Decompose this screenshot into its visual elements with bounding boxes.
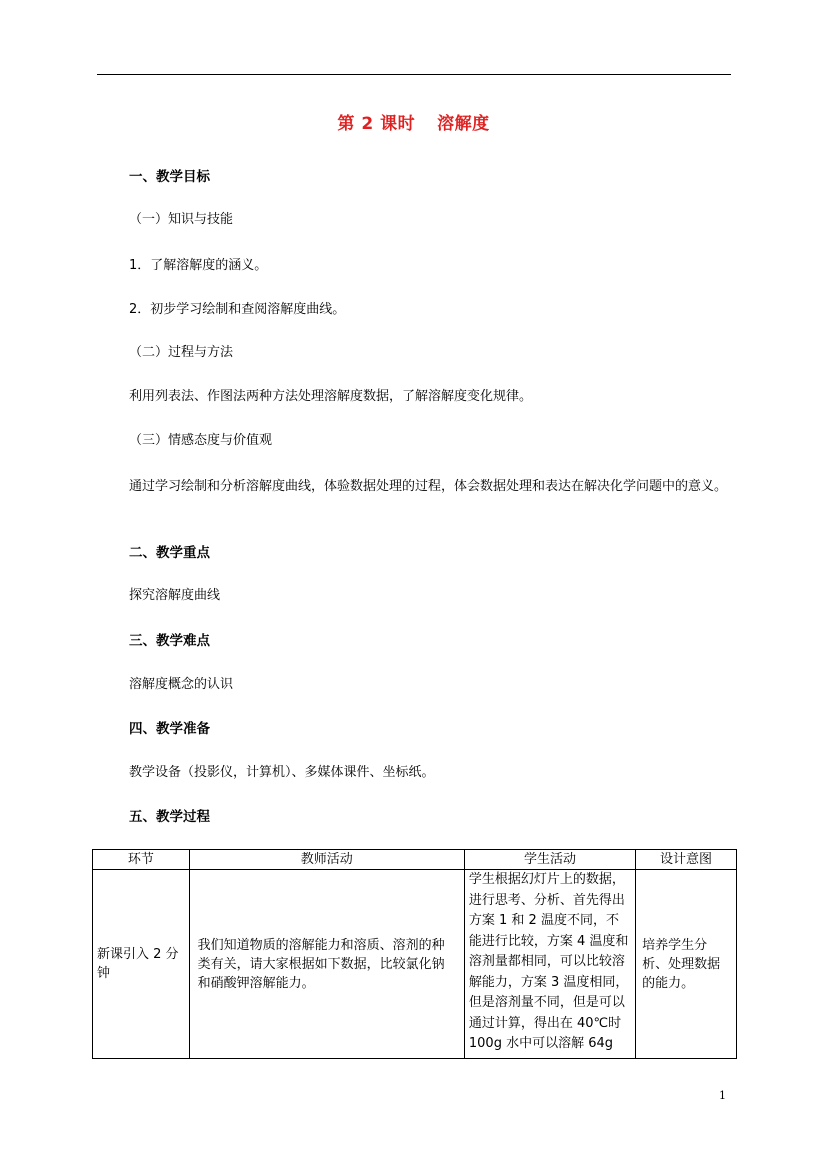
- subheading-process: （二）过程与方法: [129, 345, 234, 360]
- header-intent: 设计意图: [636, 850, 737, 870]
- cell-intent: 培养学生分析、处理数据的能力。: [636, 870, 737, 1059]
- attitude-paragraph: 通过学习绘制和分析溶解度曲线，体验数据处理的过程，体会数据处理和表达在解决化学问题中的意义。: [129, 479, 728, 494]
- title-topic: 溶解度: [437, 114, 490, 134]
- header-stage: 环节: [93, 850, 190, 870]
- goal-item-2: 2．初步学习绘制和查阅溶解度曲线。: [129, 302, 346, 317]
- page-title: [0, 109, 827, 134]
- prep-text: 教学设备（投影仪，计算机）、多媒体课件、坐标纸。: [129, 765, 435, 780]
- section-heading-prep: 四、教学准备: [129, 721, 210, 737]
- table-row: [93, 870, 737, 1059]
- header-rule: [97, 74, 731, 75]
- section-heading-goals: 一、教学目标: [129, 169, 210, 185]
- subheading-attitude: （三）情感态度与价值观: [129, 433, 273, 448]
- cell-teacher: 我们知道物质的溶解能力和溶质、溶剂的种类有关，请大家根据如下数据，比较氯化钠和硝酸钾溶解能力。: [189, 870, 464, 1059]
- page-number: 1: [719, 1089, 726, 1102]
- section-heading-process: 五、教学过程: [129, 809, 210, 825]
- section-heading-difficulty: 三、教学难点: [129, 633, 210, 649]
- header-teacher: 教师活动: [189, 850, 464, 870]
- lesson-process-table: [92, 849, 737, 1059]
- cell-stage: 新课引入 2 分钟: [93, 870, 190, 1059]
- header-student: 学生活动: [464, 850, 635, 870]
- subheading-knowledge: （一）知识与技能: [129, 212, 234, 227]
- method-text: 利用列表法、作图法两种方法处理溶解度数据，了解溶解度变化规律。: [129, 389, 533, 404]
- section-heading-key: 二、教学重点: [129, 545, 210, 561]
- cell-student: 学生根据幻灯片上的数据，进行思考、分析、首先得出方案 1 和 2 温度不同，不能进行比较，方案 4 温度和溶剂量都相同，可以比较溶解能力，方案 3 温度相同，但是溶剂量不同，但是可以通过计算，得出在 40℃时 100g 水中可以溶解 64g: [464, 870, 635, 1059]
- table-header-row: [93, 850, 737, 870]
- difficulty-text: 溶解度概念的认识: [129, 677, 234, 692]
- goal-item-1: 1．了解溶解度的涵义。: [129, 258, 268, 273]
- key-point-text: 探究溶解度曲线: [129, 588, 221, 603]
- title-lesson: 第 2 课时: [337, 114, 416, 134]
